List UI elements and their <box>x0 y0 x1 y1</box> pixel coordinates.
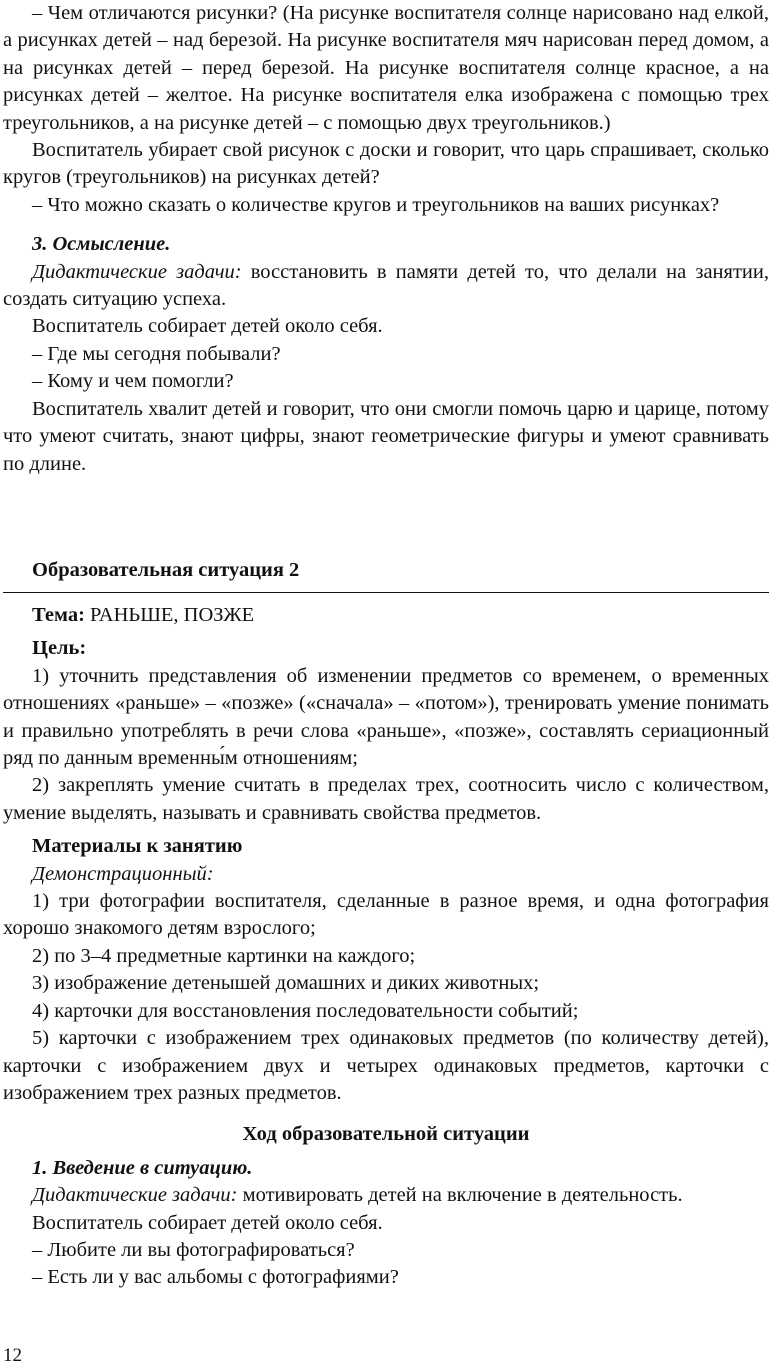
tasks-label: Дидактические задачи: <box>32 260 242 283</box>
paragraph: Воспитатель собирает детей около себя. <box>32 1211 383 1234</box>
materials-label: Материалы к занятию <box>32 835 243 858</box>
material-item: 1) три фотографии воспитателя, сделанные в разное время, и одна фотография хорошо знакомого детям взрослого; <box>3 890 769 940</box>
situation-title-block <box>3 557 769 584</box>
paragraph: – Что можно сказать о количестве кругов и треугольников на ваших рисунках? <box>32 193 720 216</box>
tasks-text: мотивировать детей на включение в деятельность. <box>237 1184 683 1207</box>
situation-title-text: Образовательная ситуация 2 <box>32 559 300 581</box>
theme-label: Тема: <box>32 604 85 626</box>
demo-label: Демонстрационный: <box>32 862 214 885</box>
material-item: 5) карточки с изображением трех одинаковых предметов (по количеству детей), карточки с изображением двух и четырех одинаковых предметов, карточки с изображением трех разных предметов. <box>3 1027 769 1104</box>
paragraph: Воспитатель хвалит детей и говорит, что они смогли помочь царю и царице, потому что умеют считать, знают цифры, знают геометрические фигуры и умеют сравнивать по длине. <box>3 397 769 475</box>
paragraph: – Где мы сегодня побывали? <box>32 342 281 365</box>
text-block-top <box>3 0 769 478</box>
tasks-label: Дидактические задачи: <box>32 1184 238 1207</box>
paragraph: Воспитатель убирает свой рисунок с доски и говорит, что царь спрашивает, сколько кругов (треугольников) на рисунках детей? <box>3 139 769 189</box>
page-number: 12 <box>3 1345 22 1366</box>
didactic-tasks <box>3 1182 769 1209</box>
paragraph: Воспитатель собирает детей около себя. <box>32 315 383 338</box>
course-title: Ход образовательной ситуации <box>242 1123 530 1146</box>
section-heading: 1. Введение в ситуацию. <box>32 1156 253 1179</box>
paragraph: – Чем отличаются рисунки? (На рисунке воспитателя солнце нарисовано над елкой, а рисунках детей – над березой. На рисунке воспитателя мяч нарисован перед домом, а на рисунках детей – перед березой. На рисунке воспитателя солнце красное, а на рисунках детей – желтое. На рисунке воспитателя елка изображена с помощью трех треугольников, а на рисунке детей – с помощью двух треугольников.) <box>3 2 769 134</box>
section-heading <box>3 231 769 258</box>
didactic-tasks <box>3 259 769 314</box>
goal-item: 1) уточнить представления об изменении предметов со временем, о временных отношениях «раньше» – «позже» («сначала» – «потом»), тренировать умение понимать и правильно употреблять в речи слова «раньше», «позже», составлять сериационный ряд по данным временны́м отношениям; <box>3 664 769 770</box>
theme-line <box>3 602 769 629</box>
tasks-text: восстановить в памяти детей то, что делали на занятии, создать ситуацию успеха. <box>3 260 769 311</box>
text-block-situation <box>3 602 769 1292</box>
material-item: 4) карточки для восстановления последовательности событий; <box>32 999 579 1022</box>
heading-text: 3. Осмысление. <box>32 233 171 256</box>
theme-text: РАНЬШЕ, ПОЗЖЕ <box>84 604 255 626</box>
paragraph: – Кому и чем помогли? <box>32 370 234 393</box>
goal-label: Цель: <box>32 637 87 660</box>
material-item: 3) изображение детенышей домашних и диких животных; <box>32 972 540 995</box>
divider <box>3 592 769 593</box>
paragraph: – Любите ли вы фотографироваться? <box>32 1238 355 1261</box>
situation-title <box>3 557 769 584</box>
goal-item: 2) закреплять умение считать в пределах трех, соотносить число с количеством, умение выделять, называть и сравнивать свойства предметов. <box>3 774 769 824</box>
paragraph: – Есть ли у вас альбомы с фотографиями? <box>32 1266 399 1289</box>
material-item: 2) по 3–4 предметные картинки на каждого; <box>32 944 416 967</box>
